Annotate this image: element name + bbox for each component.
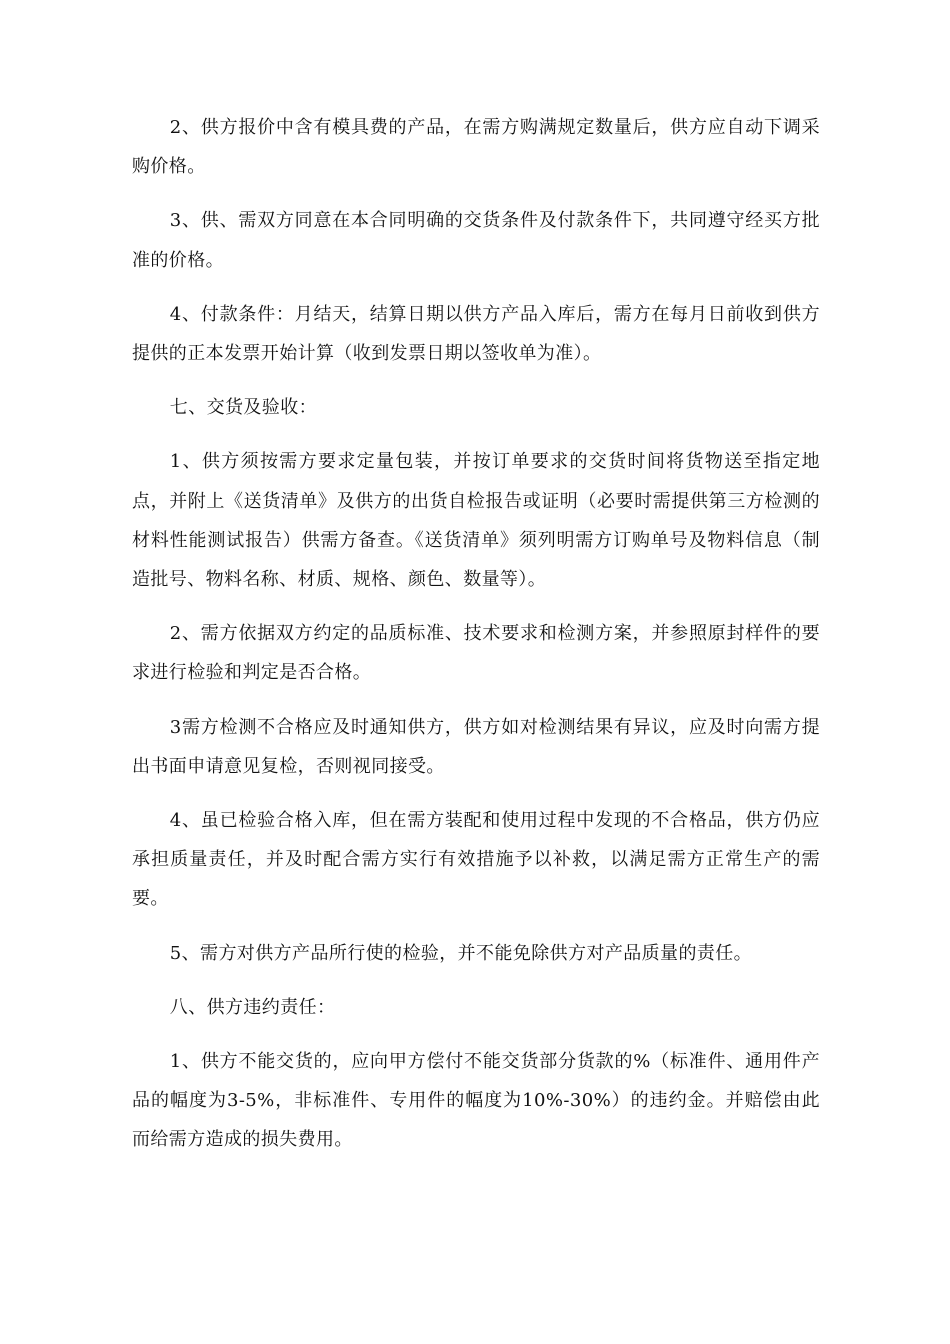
clause-7-5-inspection-no-exemption: 5、需方对供方产品所行使的检验，并不能免除供方对产品质量的责任。 [169,942,753,964]
clause-8-1-non-delivery-penalty: 1、供方不能交货的，应向甲方偿付不能交货部分货款的%（标准件、通用件产品的幅度为3-5%，非标准件、专用件的幅度为10%-30%）的违约金。并赔偿由此而给需方造成的损失费用。 [132,1051,820,1151]
document-body [132,108,820,1175]
clause-3-approved-price: 3、供、需双方同意在本合同明确的交货条件及付款条件下，共同遵守经买方批准的价格。 [132,210,820,271]
clause-7-3-nonconformity-notice: 3需方检测不合格应及时通知供方，供方如对检测结果有异议，应及时向需方提出书面申请意见复检，否则视同接受。 [132,716,820,777]
section-8-heading: 八、供方违约责任： [169,996,336,1018]
clause-2-mold-fee: 2、供方报价中含有模具费的产品，在需方购满规定数量后，供方应自动下调采购价格。 [132,117,820,178]
clause-7-4-quality-responsibility: 4、虽已检验合格入库，但在需方装配和使用过程中发现的不合格品，供方仍应承担质量责任，并及时配合需方实行有效措施予以补救，以满足需方正常生产的需要。 [132,810,820,910]
clause-4-payment-terms: 4、付款条件：月结天，结算日期以供方产品入库后，需方在每月日前收到供方提供的正本发票开始计算（收到发票日期以签收单为准）。 [132,303,820,365]
section-7-heading: 七、交货及验收： [169,397,317,419]
clause-7-1-packing-delivery: 1、供方须按需方要求定量包装，并按订单要求的交货时间将货物送至指定地点，并附上《送货清单》及供方的出货自检报告或证明（必要时需提供第三方检测的材料性能测试报告）供需方备查。《送货清单》须列明需方订购单号及物料信息（制造批号、物料名称、材质、规格、颜色、数量等）。 [132,451,820,591]
clause-7-2-inspection: 2、需方依据双方约定的品质标准、技术要求和检测方案，并参照原封样件的要求进行检验和判定是否合格。 [132,623,820,684]
